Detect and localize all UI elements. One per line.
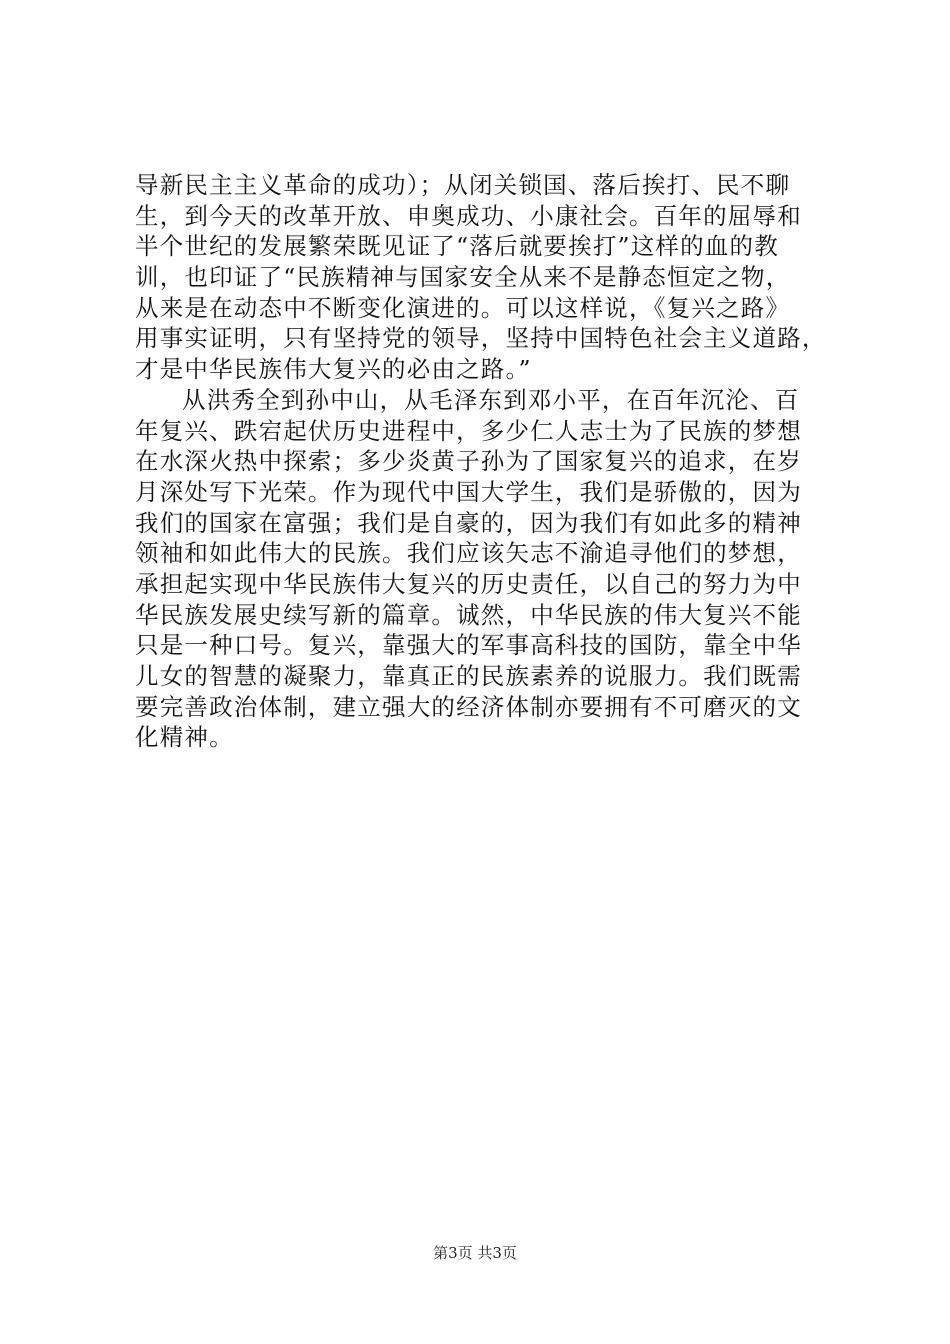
text-line: 年复兴、跌宕起伏历史进程中，多少仁人志士为了民族的梦想 (135, 416, 802, 445)
text-line: 用事实证明，只有坚持党的领导，坚持中国特色社会主义道路， (135, 324, 827, 353)
text-line: 训，也印证了“民族精神与国家安全从来不是静态恒定之物， (135, 263, 791, 292)
text-line: 儿女的智慧的凝聚力，靠真正的民族素养的说服力。我们既需 (135, 662, 802, 690)
text-line: 只是一种口号。复兴，靠强大的军事高科技的国防，靠全中华 (135, 631, 802, 660)
text-line: 华民族发展史续写新的篇章。诚然，中华民族的伟大复兴不能 (135, 600, 802, 629)
text-line: 在水深火热中探索；多少炎黄子孙为了国家复兴的追求，在岁 (135, 447, 802, 476)
paragraph-first-line: 从洪秀全到孙中山，从毛泽东到邓小平，在百年沉沦、百 (182, 385, 800, 414)
text-line: 要完善政治体制，建立强大的经济体制亦要拥有不可磨灭的文 (135, 692, 802, 721)
text-line: 承担起实现中华民族伟大复兴的历史责任，以自己的努力为中 (135, 569, 802, 598)
page-number-footer: 第3页 共3页 (433, 1244, 517, 1262)
text-line: 从来是在动态中不断变化演进的。可以这样说，《复兴之路》 (135, 293, 791, 322)
text-line: 半个世纪的发展繁荣既见证了“落后就要挨打”这样的血的教 (135, 232, 779, 261)
text-line: 导新民主主义革命的成功）；从闭关锁国、落后挨打、民不聊 (135, 171, 791, 199)
text-line: 月深处写下光荣。作为现代中国大学生，我们是骄傲的，因为 (135, 477, 802, 506)
text-line: 才是中华民族伟大复兴的必由之路。” (135, 355, 532, 384)
body-text (135, 170, 847, 753)
text-line: 领袖和如此伟大的民族。我们应该矢志不渝追寻他们的梦想， (135, 539, 802, 568)
text-line: 化精神。 (135, 723, 234, 752)
text-line: 生，到今天的改革开放、申奥成功、小康社会。百年的屈辱和 (135, 201, 802, 230)
text-line: 我们的国家在富强；我们是自豪的，因为我们有如此多的精神 (135, 508, 802, 537)
